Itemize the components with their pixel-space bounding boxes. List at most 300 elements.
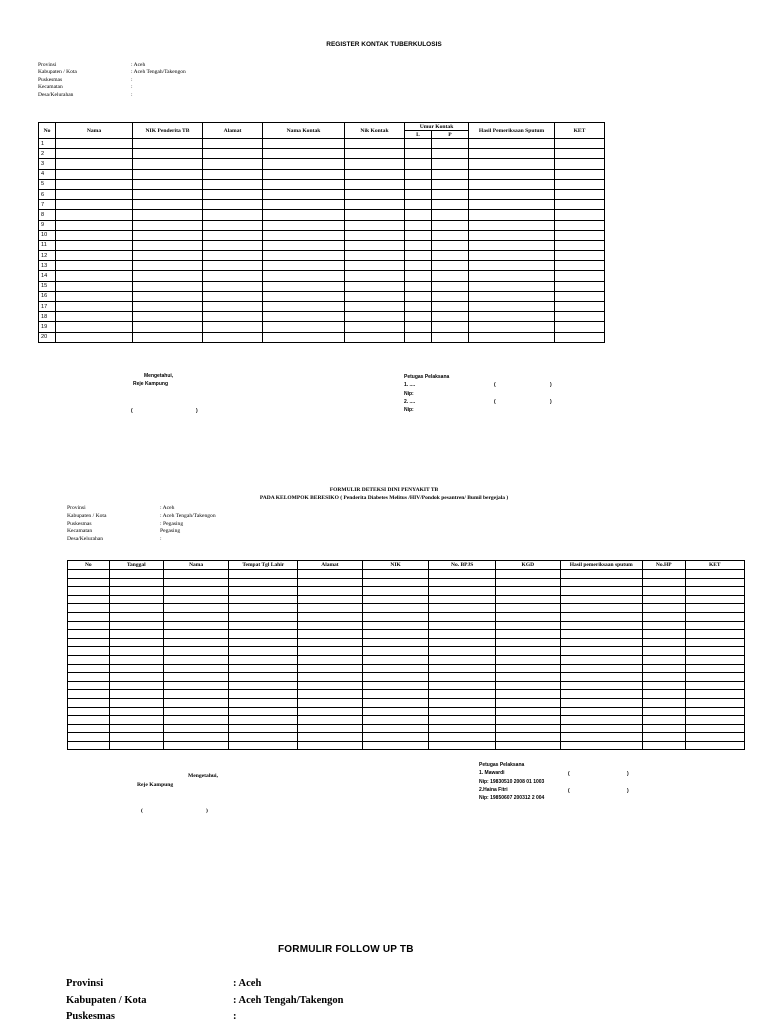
table-cell	[469, 271, 555, 281]
sign-bracket-close: )	[627, 788, 629, 794]
table-cell	[685, 690, 744, 699]
table-cell	[555, 312, 605, 322]
table-cell	[496, 716, 561, 725]
table-cell	[429, 673, 496, 682]
table-cell	[229, 647, 298, 656]
table-cell	[345, 230, 405, 240]
table-cell	[685, 595, 744, 604]
table-cell	[229, 578, 298, 587]
sign-petugas-heading: Petugas Pelaksana	[479, 762, 525, 768]
sign-bracket-close: )	[550, 382, 552, 388]
table-row	[68, 570, 745, 579]
table-cell	[345, 261, 405, 271]
table-cell	[496, 733, 561, 742]
table-cell	[56, 302, 133, 312]
table-cell	[405, 291, 432, 301]
table-cell	[429, 664, 496, 673]
table-cell	[560, 733, 642, 742]
table-cell	[469, 220, 555, 230]
table-cell	[496, 621, 561, 630]
table-cell	[429, 604, 496, 613]
table-cell	[263, 179, 345, 189]
table-cell	[298, 716, 363, 725]
table-cell	[68, 621, 110, 630]
table-cell	[362, 595, 429, 604]
table-cell	[555, 240, 605, 250]
table-cell	[469, 302, 555, 312]
table-cell	[203, 332, 263, 342]
table-cell	[203, 261, 263, 271]
table-cell	[432, 332, 469, 342]
table-cell	[362, 630, 429, 639]
table-cell	[432, 302, 469, 312]
table-row	[39, 251, 605, 261]
table-cell	[56, 332, 133, 342]
table-row	[68, 681, 745, 690]
table-cell	[405, 159, 432, 169]
table-cell	[203, 189, 263, 199]
table-cell	[642, 707, 685, 716]
table-cell	[555, 179, 605, 189]
meta-value: : Aceh Tengah/Takengon	[233, 994, 344, 1006]
table-cell	[496, 595, 561, 604]
sign-bracket-open: (	[131, 408, 133, 414]
table-cell	[405, 302, 432, 312]
sign-petugas-1: 1. Mawardi	[479, 770, 505, 777]
table-cell	[560, 716, 642, 725]
table-cell	[229, 664, 298, 673]
table-cell	[203, 139, 263, 149]
table-cell	[560, 741, 642, 750]
table-cell	[298, 681, 363, 690]
table-cell	[263, 322, 345, 332]
table-cell	[229, 716, 298, 725]
table-cell	[469, 240, 555, 250]
table-cell	[229, 595, 298, 604]
sign-reje-kampung: Reje Kampung	[137, 782, 174, 788]
table-cell	[109, 733, 163, 742]
table-cell	[429, 724, 496, 733]
table-row	[68, 655, 745, 664]
table-cell	[429, 638, 496, 647]
table-cell	[133, 240, 203, 250]
meta-value: Pegasing	[160, 528, 181, 535]
table-cell	[496, 690, 561, 699]
table-cell	[263, 189, 345, 199]
table-cell	[345, 302, 405, 312]
table-cell	[133, 271, 203, 281]
table-cell	[560, 681, 642, 690]
table-cell	[560, 638, 642, 647]
table-cell	[429, 707, 496, 716]
table-cell	[68, 612, 110, 621]
table-row	[68, 638, 745, 647]
table-cell	[405, 189, 432, 199]
table-cell	[560, 724, 642, 733]
table-cell	[429, 595, 496, 604]
table-cell	[362, 716, 429, 725]
table-row	[68, 647, 745, 656]
table-cell	[163, 655, 229, 664]
table-cell	[229, 673, 298, 682]
table-cell	[203, 230, 263, 240]
sign-bracket-close: )	[196, 408, 198, 414]
table-cell	[496, 604, 561, 613]
table-cell	[345, 240, 405, 250]
table-cell	[68, 578, 110, 587]
table-cell	[298, 741, 363, 750]
table-cell	[203, 251, 263, 261]
table-cell	[469, 230, 555, 240]
table-cell	[685, 673, 744, 682]
table-cell	[555, 322, 605, 332]
meta-value: : Aceh	[160, 505, 175, 511]
table-cell	[163, 638, 229, 647]
table-cell	[298, 630, 363, 639]
table-row	[68, 612, 745, 621]
table-cell	[429, 698, 496, 707]
table-cell	[560, 570, 642, 579]
row-number: 16	[39, 291, 56, 301]
table-cell	[560, 698, 642, 707]
table-cell	[56, 200, 133, 210]
table-cell	[405, 322, 432, 332]
table-cell	[298, 707, 363, 716]
table-row	[39, 302, 605, 312]
row-number: 12	[39, 251, 56, 261]
table-cell	[133, 179, 203, 189]
col-header-kgd: KGD	[496, 561, 561, 570]
row-number: 10	[39, 230, 56, 240]
table-cell	[642, 587, 685, 596]
table-cell	[642, 655, 685, 664]
table-cell	[298, 698, 363, 707]
table-cell	[68, 690, 110, 699]
table-cell	[345, 159, 405, 169]
table-cell	[429, 570, 496, 579]
table-cell	[203, 322, 263, 332]
table-cell	[203, 179, 263, 189]
sign-bracket-open: (	[568, 788, 570, 794]
row-number: 9	[39, 220, 56, 230]
table-cell	[345, 189, 405, 199]
table-cell	[432, 240, 469, 250]
table-row	[39, 149, 605, 159]
table-cell	[133, 149, 203, 159]
table-cell	[469, 189, 555, 199]
row-number: 13	[39, 261, 56, 271]
table-cell	[68, 698, 110, 707]
table-cell	[555, 251, 605, 261]
table-cell	[429, 655, 496, 664]
table-cell	[685, 621, 744, 630]
table-cell	[362, 664, 429, 673]
table-cell	[685, 638, 744, 647]
table-row	[39, 271, 605, 281]
table-cell	[68, 570, 110, 579]
table-cell	[405, 271, 432, 281]
table-cell	[68, 655, 110, 664]
table-cell	[469, 179, 555, 189]
table-cell	[642, 570, 685, 579]
table-cell	[133, 210, 203, 220]
table-cell	[555, 291, 605, 301]
table-row	[68, 587, 745, 596]
table-cell	[345, 220, 405, 230]
table-row	[68, 698, 745, 707]
table-cell	[109, 578, 163, 587]
table-cell	[298, 733, 363, 742]
table-cell	[109, 612, 163, 621]
table-cell	[263, 159, 345, 169]
table-cell	[405, 169, 432, 179]
table-cell	[203, 200, 263, 210]
table-row	[39, 281, 605, 291]
table-cell	[469, 200, 555, 210]
table-cell	[133, 281, 203, 291]
meta-label: Kabupaten / Kota	[67, 512, 107, 519]
table-cell	[203, 220, 263, 230]
table-cell	[685, 647, 744, 656]
table-cell	[642, 578, 685, 587]
row-number: 3	[39, 159, 56, 169]
meta-label: Puskesmas	[38, 76, 63, 83]
table-cell	[432, 210, 469, 220]
table-cell	[229, 604, 298, 613]
table-cell	[263, 302, 345, 312]
table-cell	[362, 724, 429, 733]
table-cell	[555, 159, 605, 169]
table-cell	[109, 604, 163, 613]
table-cell	[56, 312, 133, 322]
table-cell	[642, 681, 685, 690]
row-number: 15	[39, 281, 56, 291]
table-cell	[163, 681, 229, 690]
table-cell	[68, 595, 110, 604]
meta-value: : Aceh Tengah/Takengon	[131, 69, 186, 76]
table-cell	[203, 302, 263, 312]
table-cell	[133, 220, 203, 230]
meta-label: Puskesmas	[67, 520, 92, 527]
col-header-l: L	[405, 131, 432, 139]
meta-label: Kecamatan	[38, 84, 63, 91]
table-cell	[432, 200, 469, 210]
table-cell	[163, 673, 229, 682]
table-cell	[345, 200, 405, 210]
table-cell	[109, 673, 163, 682]
table-cell	[469, 281, 555, 291]
table-cell	[56, 271, 133, 281]
table-cell	[68, 733, 110, 742]
meta-value: : Aceh Tengah/Takengon	[160, 512, 216, 519]
sign-nip-2: Nip: 19850607 200312 2 004	[479, 795, 545, 802]
table-cell	[469, 139, 555, 149]
sign-petugas-2: 2.Haina Fitri	[479, 786, 508, 793]
table-cell	[56, 261, 133, 271]
deteksi-sign-right	[479, 761, 544, 802]
table-cell	[432, 189, 469, 199]
row-number: 19	[39, 322, 56, 332]
table-cell	[229, 630, 298, 639]
col-header-nik-penderita: NIK Penderita TB	[133, 123, 203, 139]
table-row	[39, 322, 605, 332]
col-header-nik: NIK	[362, 561, 429, 570]
table-cell	[560, 630, 642, 639]
table-row	[68, 621, 745, 630]
sign-bracket-open: (	[494, 382, 496, 388]
sign-nip-1: Nip:	[404, 390, 414, 397]
table-cell	[163, 733, 229, 742]
table-cell	[555, 281, 605, 291]
followup-title: FORMULIR FOLLOW UP TB	[278, 944, 414, 955]
table-cell	[555, 169, 605, 179]
table-row	[39, 200, 605, 210]
table-cell	[685, 707, 744, 716]
table-cell	[68, 638, 110, 647]
table-cell	[229, 570, 298, 579]
table-cell	[345, 169, 405, 179]
deteksi-meta	[67, 505, 216, 544]
row-number: 5	[39, 179, 56, 189]
meta-label: Kecamatan	[67, 528, 93, 535]
table-cell	[362, 655, 429, 664]
table-cell	[263, 220, 345, 230]
table-cell	[163, 612, 229, 621]
table-cell	[56, 291, 133, 301]
table-cell	[109, 707, 163, 716]
table-cell	[203, 159, 263, 169]
table-cell	[429, 578, 496, 587]
table-row	[39, 220, 605, 230]
meta-label: Provinsi	[66, 978, 104, 989]
meta-value: :	[160, 536, 162, 543]
table-cell	[560, 612, 642, 621]
meta-value: :	[131, 84, 133, 91]
meta-label: Provinsi	[38, 62, 57, 68]
table-row	[39, 230, 605, 240]
row-number: 20	[39, 332, 56, 342]
table-cell	[345, 322, 405, 332]
table-cell	[298, 578, 363, 587]
deteksi-title: FORMULIR DETEKSI DINI PENYAKIT TB	[329, 487, 439, 493]
table-row	[39, 210, 605, 220]
row-number: 6	[39, 189, 56, 199]
table-cell	[163, 741, 229, 750]
table-cell	[109, 570, 163, 579]
table-row	[68, 664, 745, 673]
table-cell	[68, 647, 110, 656]
table-cell	[642, 647, 685, 656]
table-cell	[555, 189, 605, 199]
table-cell	[685, 733, 744, 742]
table-cell	[685, 698, 744, 707]
table-cell	[133, 332, 203, 342]
table-cell	[685, 604, 744, 613]
table-cell	[163, 707, 229, 716]
table-cell	[345, 271, 405, 281]
table-cell	[555, 302, 605, 312]
table-cell	[263, 169, 345, 179]
table-cell	[405, 332, 432, 342]
table-cell	[133, 169, 203, 179]
meta-value: : Aceh	[233, 978, 262, 989]
followup-meta	[66, 976, 344, 1026]
table-cell	[133, 189, 203, 199]
table-cell	[496, 673, 561, 682]
table-cell	[496, 655, 561, 664]
table-cell	[469, 291, 555, 301]
table-cell	[469, 149, 555, 159]
table-cell	[298, 724, 363, 733]
table-cell	[496, 638, 561, 647]
table-cell	[68, 630, 110, 639]
deteksi-subtitle: PADA KELOMPOK BERESIKO ( Penderita Diabetes Melitus /HIV/Pondok pesantren/ Bumil bergejala )	[259, 495, 509, 501]
table-cell	[405, 281, 432, 291]
table-cell	[263, 271, 345, 281]
table-cell	[642, 690, 685, 699]
table-cell	[405, 312, 432, 322]
table-cell	[203, 240, 263, 250]
table-cell	[429, 647, 496, 656]
col-header-umur-kontak: Umur Kontak	[405, 123, 469, 131]
table-cell	[229, 707, 298, 716]
table-cell	[203, 271, 263, 281]
table-cell	[109, 630, 163, 639]
table-cell	[163, 724, 229, 733]
table-cell	[685, 741, 744, 750]
table-cell	[133, 312, 203, 322]
table-cell	[642, 612, 685, 621]
meta-value: :	[131, 76, 133, 83]
table-cell	[642, 595, 685, 604]
col-header-nama: Nama	[56, 123, 133, 139]
table-cell	[229, 698, 298, 707]
table-row	[39, 332, 605, 342]
table-cell	[229, 655, 298, 664]
table-cell	[163, 647, 229, 656]
table-cell	[229, 621, 298, 630]
table-cell	[432, 312, 469, 322]
table-cell	[345, 210, 405, 220]
table-row	[68, 578, 745, 587]
table-cell	[496, 698, 561, 707]
table-cell	[362, 733, 429, 742]
table-cell	[133, 200, 203, 210]
table-row	[39, 169, 605, 179]
table-cell	[109, 664, 163, 673]
table-cell	[203, 281, 263, 291]
table-cell	[555, 149, 605, 159]
table-cell	[685, 587, 744, 596]
table-cell	[642, 741, 685, 750]
meta-label: Kabupaten / Kota	[38, 69, 77, 76]
table-cell	[362, 621, 429, 630]
table-cell	[469, 312, 555, 322]
table-row	[39, 261, 605, 271]
table-cell	[163, 630, 229, 639]
table-cell	[362, 638, 429, 647]
sign-bracket-open: (	[141, 808, 143, 814]
table-cell	[68, 673, 110, 682]
col-header-nama-kontak: Nama Kontak	[263, 123, 345, 139]
table-cell	[263, 200, 345, 210]
table-cell	[685, 724, 744, 733]
table-cell	[298, 604, 363, 613]
col-header-ket: KET	[555, 123, 605, 139]
table-cell	[405, 261, 432, 271]
table-cell	[68, 681, 110, 690]
table-cell	[68, 664, 110, 673]
